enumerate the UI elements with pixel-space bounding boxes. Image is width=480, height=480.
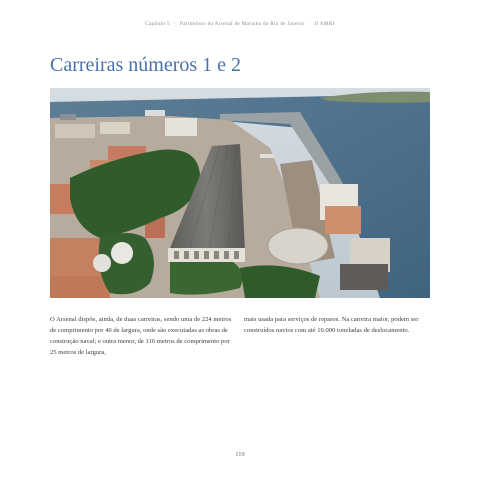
building bbox=[55, 124, 95, 138]
header-org: O AMRJ bbox=[314, 21, 335, 27]
ship bbox=[60, 114, 76, 120]
header-separator: · bbox=[308, 21, 311, 27]
building bbox=[325, 206, 361, 234]
page-number: 119 bbox=[235, 451, 245, 458]
header-chapter: Capítulo 5 bbox=[145, 21, 170, 27]
tank bbox=[93, 254, 111, 272]
aerial-photo bbox=[50, 88, 430, 298]
dry-dock bbox=[268, 228, 328, 264]
building bbox=[165, 118, 197, 136]
tank bbox=[111, 242, 133, 264]
running-header bbox=[0, 21, 480, 27]
building bbox=[340, 264, 388, 290]
header-separator: · bbox=[173, 21, 176, 27]
header-subject: Patrimônio do Arsenal de Marinha do Rio de Janeiro bbox=[179, 21, 305, 27]
building bbox=[50, 276, 110, 298]
body-column-1: O Arsenal dispõe, ainda, de duas carreiras, sendo uma de 224 metros de comprimento por 40 de largura, onde são executadas as obras de construção naval; e outra menor, de 116 metros de comprimento por 25 metros de largura, bbox=[50, 316, 232, 356]
ship bbox=[145, 110, 165, 116]
body-column-2: mais usada para serviços de reparos. Na carreira maior, podem ser construídos navios com até 10.000 toneladas de deslocamento. bbox=[244, 316, 419, 334]
building bbox=[100, 122, 130, 134]
ship bbox=[260, 154, 274, 158]
page-title: Carreiras números 1 e 2 bbox=[50, 54, 242, 76]
